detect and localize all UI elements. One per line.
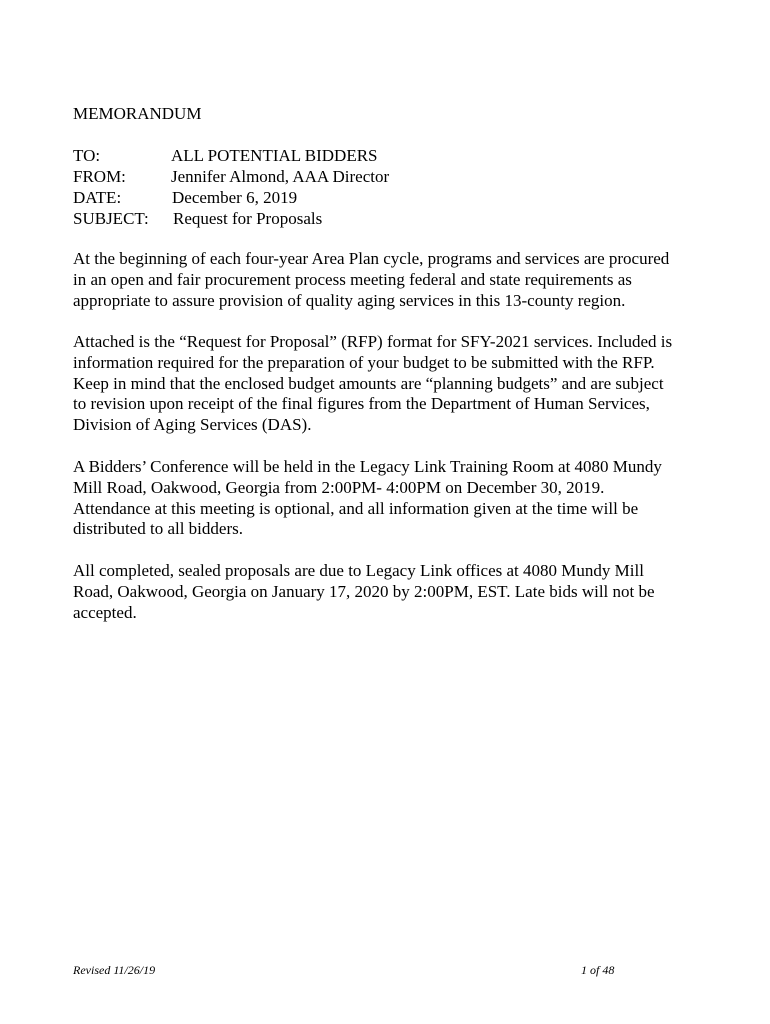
memo-title: MEMORANDUM — [73, 104, 202, 123]
paragraph-line: Road, Oakwood, Georgia on January 17, 2020 by 2:00PM, EST. Late bids will not be — [73, 581, 655, 601]
paragraph-line: information required for the preparation of your budget to be submitted with the RFP. — [73, 352, 655, 372]
paragraph-line: Mill Road, Oakwood, Georgia from 2:00PM- 4:00PM on December 30, 2019. — [73, 477, 605, 497]
subject-value: Request for Proposals — [173, 209, 323, 228]
paragraph-line: in an open and fair procurement process meeting federal and state requirements as — [73, 269, 632, 289]
paragraph-intro — [73, 249, 713, 311]
paragraph-line: All completed, sealed proposals are due to Legacy Link offices at 4080 Mundy Mill — [73, 561, 644, 580]
paragraph-bidders-conference — [73, 457, 713, 540]
paragraph-line: Attendance at this meeting is optional, and all information given at the time will be — [73, 498, 639, 518]
paragraph-line: appropriate to assure provision of quality aging services in this 13-county region. — [73, 290, 626, 310]
paragraph-rfp-format — [73, 332, 713, 436]
from-label: FROM: — [73, 167, 126, 186]
footer-page-number: 1 of 48 — [581, 963, 615, 977]
date-value: December 6, 2019 — [172, 188, 298, 207]
paragraph-line: Division of Aging Services (DAS). — [73, 415, 312, 435]
date-label: DATE: — [73, 188, 122, 207]
to-label: TO: — [73, 146, 101, 165]
paragraph-line: At the beginning of each four-year Area Plan cycle, programs and services are procured — [73, 249, 670, 268]
paragraph-line: distributed to all bidders. — [73, 519, 243, 539]
to-value: ALL POTENTIAL BIDDERS — [171, 146, 378, 165]
paragraph-line: to revision upon receipt of the final figures from the Department of Human Services, — [73, 394, 650, 414]
subject-label: SUBJECT: — [73, 209, 149, 228]
paragraph-deadline — [73, 561, 713, 623]
paragraph-line: Keep in mind that the enclosed budget amounts are “planning budgets” and are subject — [73, 373, 664, 393]
paragraph-line: Attached is the “Request for Proposal” (RFP) format for SFY-2021 services. Included is — [73, 332, 673, 351]
paragraph-line: A Bidders’ Conference will be held in the Legacy Link Training Room at 4080 Mundy — [73, 457, 662, 476]
from-value: Jennifer Almond, AAA Director — [171, 167, 390, 186]
footer-revised-date: Revised 11/26/19 — [73, 963, 156, 977]
paragraph-line: accepted. — [73, 602, 137, 622]
